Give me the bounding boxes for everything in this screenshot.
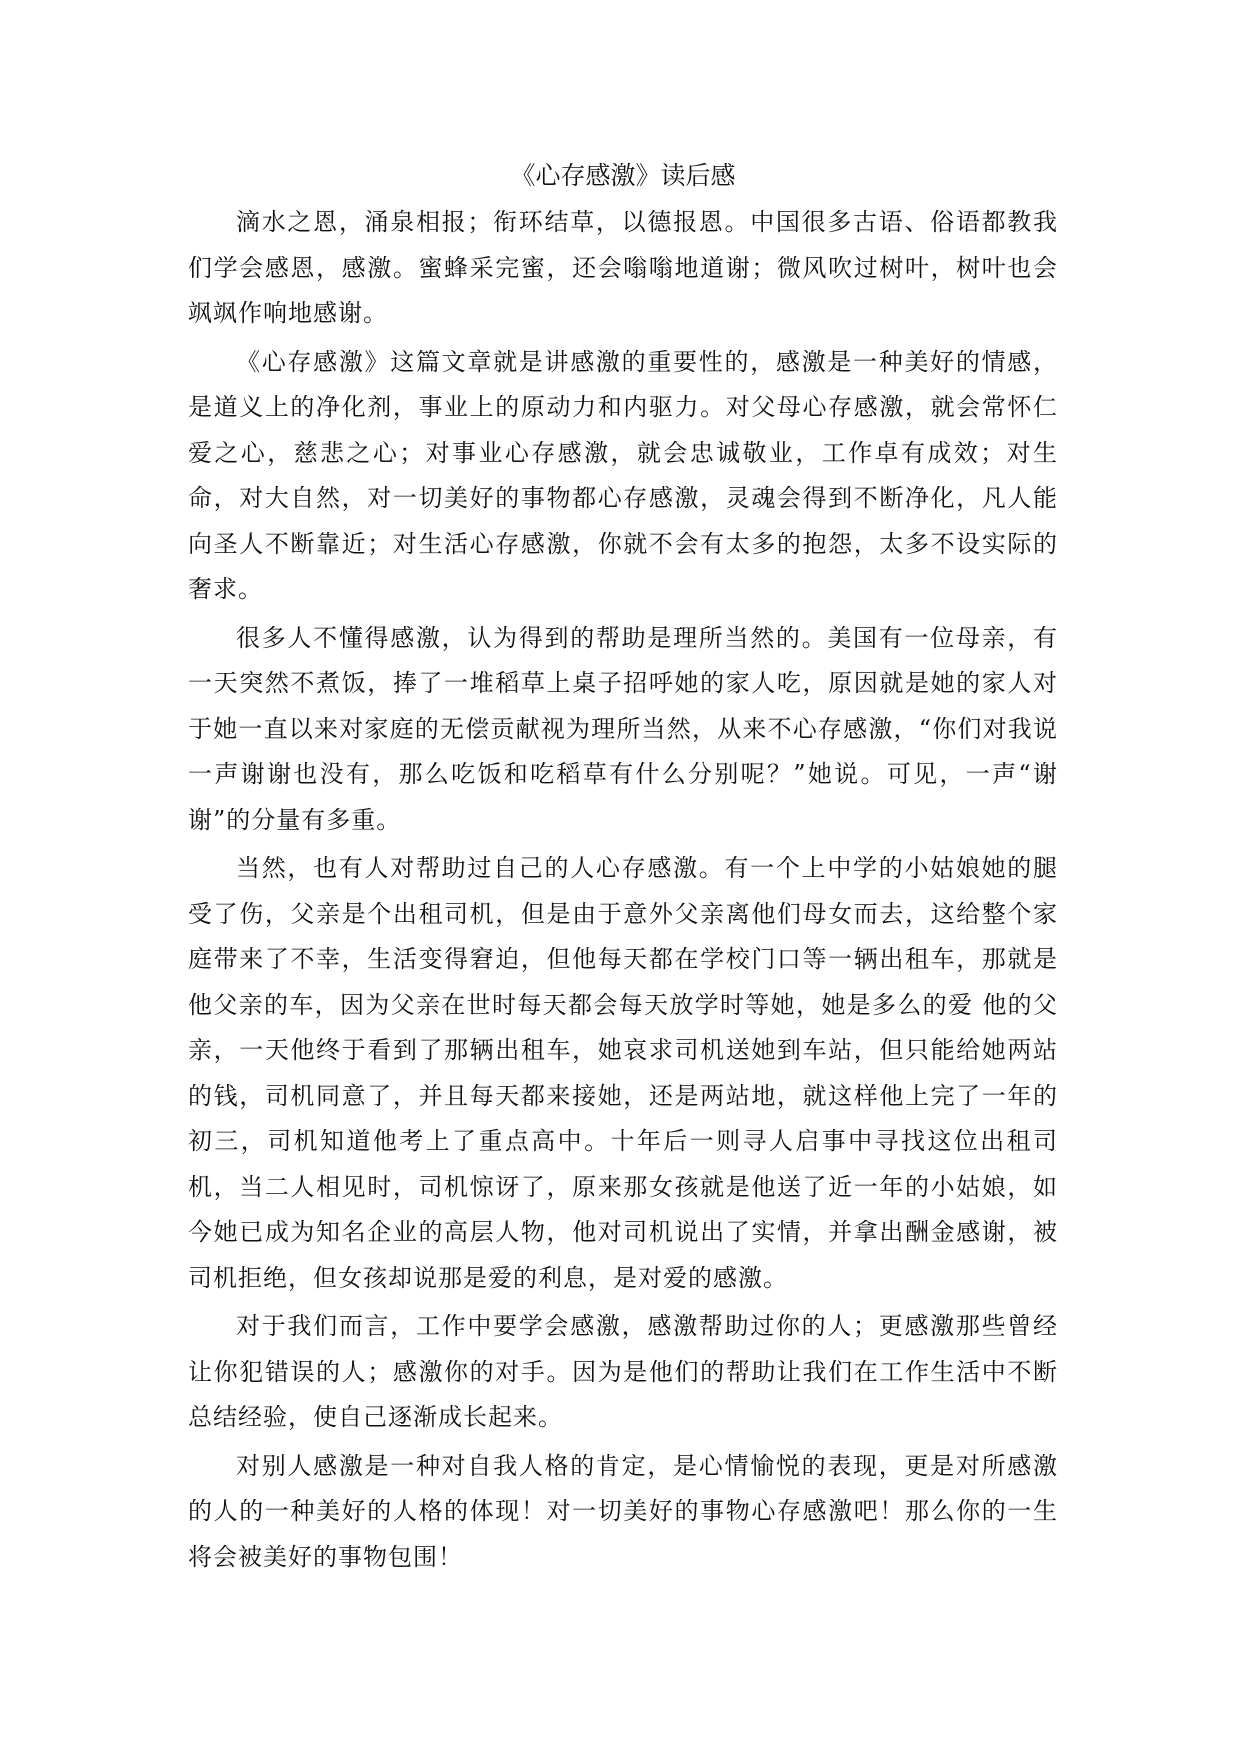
paragraph-5: 对于我们而言，工作中要学会感激，感激帮助过你的人；更感激那些曾经让你犯错误的人；感激你的对手。因为是他们的帮助让我们在工作生活中不断总结经验，使自己逐渐成长起来。 (188, 1312, 1058, 1431)
paragraph-3: 很多人不懂得感激，认为得到的帮助是理所当然的。美国有一位母亲，有一天突然不煮饭，捧了一堆稻草上桌子招呼她的家人吃，原因就是她的家人对于她一直以来对家庭的无偿贡献视为理所当然，从来不心存感激，“你们对我说一声谢谢也没有，那么吃饭和吃稻草有什么分别呢？”她说。可见，一声“谢谢”的分量有多重。 (188, 623, 1058, 834)
document-body (188, 156, 1058, 1583)
paragraph-4: 当然，也有人对帮助过自己的人心存感激。有一个上中学的小姑娘她的腿受了伤，父亲是个出租司机，但是由于意外父亲离他们母女而去，这给整个家庭带来了不幸，生活变得窘迫，但他每天都在学校门口等一辆出租车，那就是他父亲的车，因为父亲在世时每天都会每天放学时等她，她是多么的爱 他的父亲，一天他终于看到了那辆出租车，她哀求司机送她到车站，但只能给她两站的钱，司机同意了，并且每天都来接她，还是两站地，就这样他上完了一年的初三，司机知道他考上了重点高中。十年后一则寻人启事中寻找这位出租司机，当二人相见时，司机惊讶了，原来那女孩就是他送了近一年的小姑娘，如今她已成为知名企业的高层人物，他对司机说出了实情，并拿出酬金感谢，被司机拒绝，但女孩却说那是爱的利息，是对爱的感激。 (188, 854, 1058, 1292)
paragraph-6: 对别人感激是一种对自我人格的肯定，是心情愉悦的表现，更是对所感激的人的一种美好的人格的体现！对一切美好的事物心存感激吧！那么你的一生将会被美好的事物包围！ (188, 1451, 1058, 1571)
document-title: 《心存感激》读后感 (510, 161, 736, 190)
paragraph-1: 滴水之恩，涌泉相报；衔环结草，以德报恩。中国很多古语、俗语都教我们学会感恩，感激。蜜蜂采完蜜，还会嗡嗡地道谢；微风吹过树叶，树叶也会飒飒作响地感谢。 (188, 208, 1058, 327)
paragraph-2: 《心存感激》这篇文章就是讲感激的重要性的，感激是一种美好的情感，是道义上的净化剂，事业上的原动力和内驱力。对父母心存感激，就会常怀仁爱之心，慈悲之心；对事业心存感激，就会忠诚敬业，工作卓有成效；对生命，对大自然，对一切美好的事物都心存感激，灵魂会得到不断净化，凡人能向圣人不断靠近；对生活心存感激，你就不会有太多的抱怨，太多不设实际的奢求。 (188, 347, 1058, 603)
